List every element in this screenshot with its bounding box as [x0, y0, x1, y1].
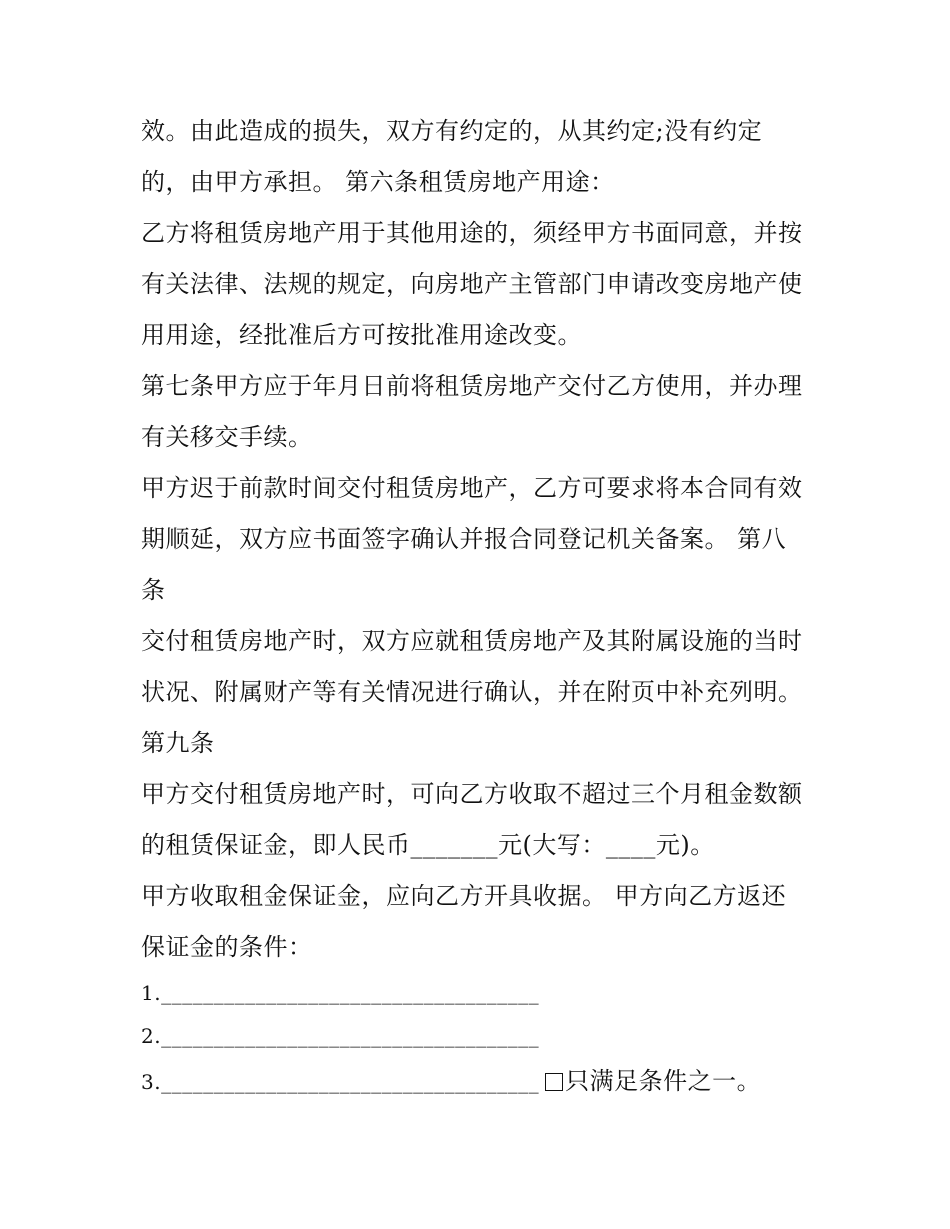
- doc-line-5: 用用途，经批准后方可按批准用途改变。: [141, 321, 582, 349]
- doc-line-16: 甲方收取租金保证金，应向乙方开具收据。 甲方向乙方返还: [141, 882, 787, 910]
- condition-line-3: 3.____________________________________: [141, 1070, 540, 1094]
- doc-line-6: 第七条甲方应于年月日前将租赁房地产交付乙方使用，并办理: [141, 372, 803, 400]
- doc-line-7: 有关移交手续。: [141, 423, 313, 451]
- doc-line-15: 的租赁保证金，即人民币_______元(大写：____元)。: [141, 831, 715, 859]
- doc-line-12: 状况、附属财产等有关情况进行确认，并在附页中补充列明。: [141, 678, 803, 706]
- doc-line-17: 保证金的条件：: [141, 933, 313, 961]
- doc-line-11: 交付租赁房地产时，双方应就租赁房地产及其附属设施的当时: [141, 627, 803, 655]
- doc-line-2: 的，由甲方承担。 第六条租赁房地产用途：: [141, 168, 615, 196]
- condition-line-3-row: [141, 1066, 761, 1097]
- doc-line-9: 期顺延，双方应书面签字确认并报合同登记机关备案。 第八: [141, 525, 787, 553]
- checkbox[interactable]: [545, 1073, 563, 1091]
- doc-line-1: 效。由此造成的损失，双方有约定的，从其约定;没有约定: [141, 117, 763, 145]
- doc-line-10: 条: [141, 576, 166, 604]
- doc-line-4: 有关法律、法规的规定，向房地产主管部门申请改变房地产使: [141, 270, 803, 298]
- doc-line-14: 甲方交付租赁房地产时，可向乙方收取不超过三个月租金数额: [141, 780, 803, 808]
- condition-line-1: 1.____________________________________: [141, 981, 540, 1005]
- checkbox-label: 只满足条件之一。: [565, 1067, 762, 1095]
- doc-line-8: 甲方迟于前款时间交付租赁房地产，乙方可要求将本合同有效: [141, 474, 803, 502]
- doc-line-3: 乙方将租赁房地产用于其他用途的，须经甲方书面同意，并按: [141, 219, 803, 247]
- doc-line-13: 第九条: [141, 729, 215, 757]
- condition-line-2: 2.____________________________________: [141, 1024, 540, 1048]
